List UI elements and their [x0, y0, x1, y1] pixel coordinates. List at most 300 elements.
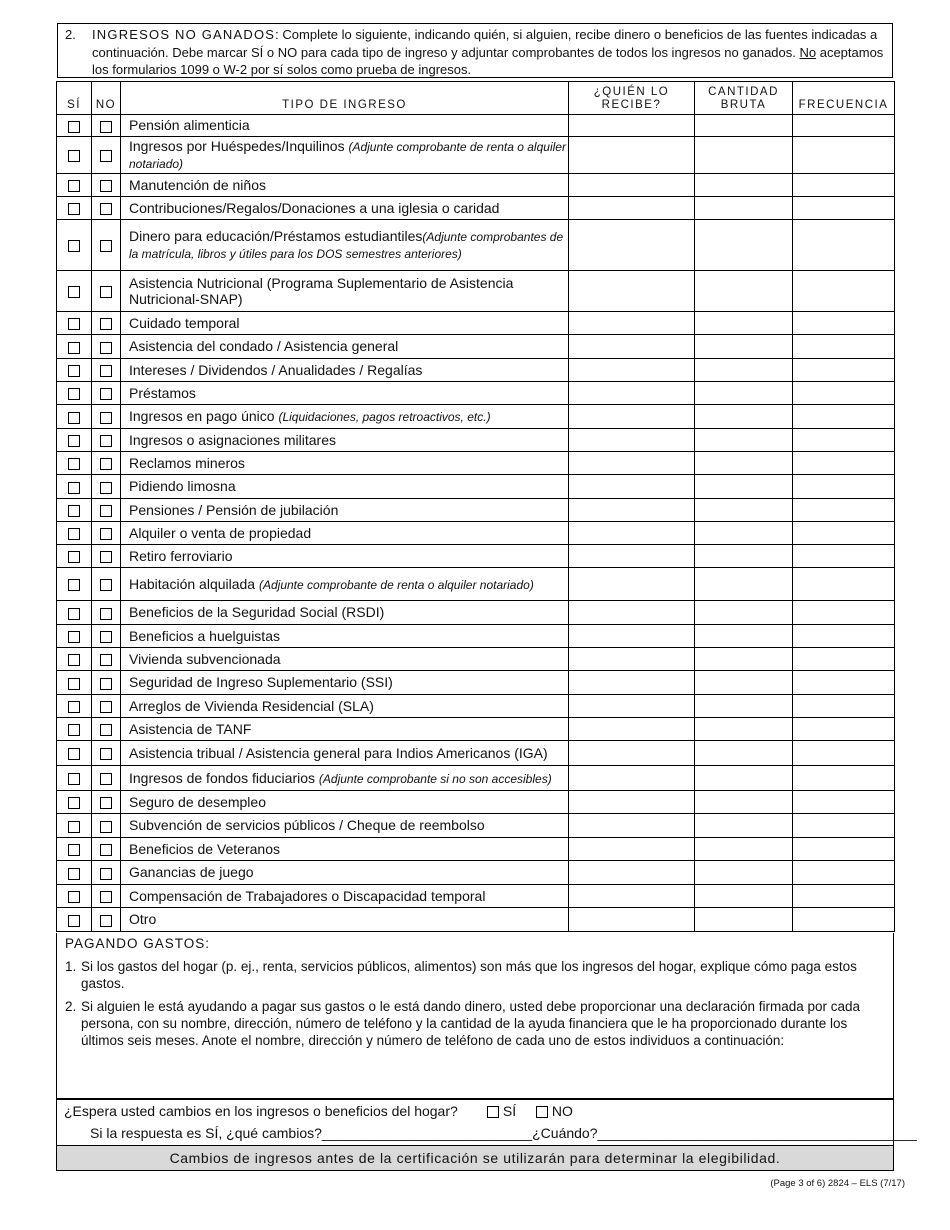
who-receives-cell[interactable]	[569, 499, 695, 522]
no-cell	[92, 861, 121, 885]
no-checkbox[interactable]	[100, 150, 112, 162]
no-cell	[92, 137, 121, 174]
gross-amount-cell[interactable]	[695, 312, 793, 335]
gross-amount-cell[interactable]	[695, 335, 793, 359]
table-row	[57, 271, 895, 312]
table-row	[57, 648, 895, 671]
frequency-cell[interactable]	[793, 741, 895, 766]
yes-checkbox[interactable]	[68, 748, 80, 760]
who-receives-cell[interactable]	[569, 766, 695, 791]
frequency-cell[interactable]	[793, 220, 895, 271]
no-cell	[92, 312, 121, 335]
yes-cell	[57, 695, 92, 718]
yes-checkbox[interactable]	[68, 412, 80, 424]
no-checkbox[interactable]	[100, 579, 112, 591]
income-type-label: Contribuciones/Regalos/Donaciones a una iglesia o caridad	[129, 199, 500, 216]
table-row	[57, 908, 895, 932]
yes-column-header: SÍ	[57, 82, 92, 115]
unearned-income-table	[56, 81, 895, 932]
frequency-cell[interactable]	[793, 359, 895, 382]
no-cell	[92, 271, 121, 312]
income-type-cell	[121, 671, 569, 695]
no-cell	[92, 359, 121, 382]
gross-amount-cell[interactable]	[695, 405, 793, 429]
no-checkbox[interactable]	[100, 891, 112, 903]
gross-amount-cell[interactable]	[695, 197, 793, 220]
income-type-label: Alquiler o venta de propiedad	[129, 524, 312, 541]
table-row	[57, 545, 895, 568]
no-cell	[92, 545, 121, 568]
who-receives-cell[interactable]	[569, 429, 695, 452]
changes-yes-option: SÍ	[487, 1103, 516, 1119]
yes-checkbox[interactable]	[68, 631, 80, 643]
gross-amount-cell[interactable]	[695, 908, 793, 932]
frequency-cell[interactable]	[793, 115, 895, 137]
income-type-label: Seguridad de Ingreso Suplementario (SSI)	[129, 674, 393, 690]
gross-amount-cell[interactable]	[695, 741, 793, 766]
table-row	[57, 220, 895, 271]
who-receives-cell[interactable]	[569, 174, 695, 197]
frequency-cell[interactable]	[793, 452, 895, 475]
yes-checkbox[interactable]	[68, 482, 80, 494]
yes-cell	[57, 648, 92, 671]
yes-checkbox[interactable]	[68, 797, 80, 809]
income-type-cell	[121, 335, 569, 359]
unearned-income-instructions	[57, 23, 893, 78]
no-cell	[92, 197, 121, 220]
yes-cell	[57, 625, 92, 648]
gross-amount-cell[interactable]	[695, 766, 793, 791]
table-row	[57, 718, 895, 741]
income-type-label: Pensión alimenticia	[129, 117, 250, 133]
frequency-cell[interactable]	[793, 695, 895, 718]
table-row	[57, 429, 895, 452]
no-checkbox[interactable]	[100, 482, 112, 494]
income-type-note: (Adjunte comprobantes de la matrícula, libros y útiles para los DOS semestres anteriores)	[129, 230, 564, 261]
table-row	[57, 814, 895, 838]
frequency-cell[interactable]	[793, 271, 895, 312]
table-row	[57, 382, 895, 405]
yes-checkbox[interactable]	[68, 150, 80, 162]
yes-checkbox[interactable]	[68, 821, 80, 833]
yes-checkbox[interactable]	[68, 342, 80, 354]
no-cell	[92, 766, 121, 791]
frequency-cell[interactable]	[793, 137, 895, 174]
gross-amount-cell[interactable]	[695, 791, 793, 814]
gross-amount-cell[interactable]	[695, 568, 793, 601]
who-receives-cell[interactable]	[569, 359, 695, 382]
frequency-cell[interactable]	[793, 174, 895, 197]
income-type-column-header: TIPO DE INGRESO	[121, 82, 569, 115]
income-rows	[57, 115, 895, 932]
yes-checkbox[interactable]	[68, 505, 80, 517]
gross-amount-column-header: CANTIDAD BRUTA	[695, 82, 793, 115]
frequency-cell[interactable]	[793, 648, 895, 671]
yes-checkbox[interactable]	[68, 318, 80, 330]
list-item: 2. Si alguien le está ayudando a pagar sus gastos o le está dando dinero, usted debe proporcionar una declaración firmada por cada persona, con su nombre, dirección, número de teléfono y la cantidad de la ayuda financiera que le ha proporcionado durante los últimos seis meses. Anote el nombre, dirección y número de teléfono de cada uno de estos individuos a continuación:	[65, 999, 861, 1048]
instructions-underlined: No	[799, 44, 817, 60]
who-receives-cell[interactable]	[569, 545, 695, 568]
frequency-cell[interactable]	[793, 429, 895, 452]
gross-amount-cell[interactable]	[695, 838, 793, 861]
instructions-text	[92, 26, 888, 79]
no-checkbox[interactable]	[100, 701, 112, 713]
yes-checkbox[interactable]	[68, 286, 80, 298]
frequency-cell[interactable]	[793, 499, 895, 522]
frequency-cell[interactable]	[793, 382, 895, 405]
yes-checkbox[interactable]	[68, 678, 80, 690]
income-type-cell	[121, 625, 569, 648]
who-receives-cell[interactable]	[569, 838, 695, 861]
gross-amount-cell[interactable]	[695, 220, 793, 271]
gross-amount-cell[interactable]	[695, 601, 793, 625]
gross-amount-cell[interactable]	[695, 545, 793, 568]
yes-checkbox[interactable]	[68, 724, 80, 736]
who-receives-cell[interactable]	[569, 791, 695, 814]
no-checkbox[interactable]	[100, 203, 112, 215]
table-row	[57, 861, 895, 885]
no-cell	[92, 885, 121, 908]
gross-amount-cell[interactable]	[695, 382, 793, 405]
what-changes-line[interactable]: Si la respuesta es SÍ, ¿qué cambios?___________________________¿Cuándo?_________________________________________	[90, 1125, 917, 1141]
income-type-cell	[121, 545, 569, 568]
income-type-cell	[121, 312, 569, 335]
no-cell	[92, 568, 121, 601]
instructions-part-b: aceptamos los formularios 1099 o W-2 por sí solos como prueba de ingresos.	[92, 44, 884, 77]
table-row	[57, 522, 895, 545]
yes-cell	[57, 405, 92, 429]
income-type-cell	[121, 452, 569, 475]
gross-amount-cell[interactable]	[695, 137, 793, 174]
list-item: 1. Si los gastos del hogar (p. ej., renta, servicios públicos, alimentos) son más que los ingresos del hogar, explique cómo paga estos gastos.	[65, 959, 857, 991]
income-type-cell	[121, 814, 569, 838]
income-type-cell	[121, 861, 569, 885]
no-checkbox[interactable]	[100, 121, 112, 133]
no-checkbox[interactable]	[100, 773, 112, 785]
who-receives-cell[interactable]	[569, 718, 695, 741]
who-receives-cell[interactable]	[569, 115, 695, 137]
gross-amount-cell[interactable]	[695, 271, 793, 312]
income-type-cell	[121, 522, 569, 545]
who-receives-cell[interactable]	[569, 625, 695, 648]
income-type-label: Ganancias de juego	[129, 864, 254, 880]
yes-checkbox[interactable]	[68, 180, 80, 192]
table-row	[57, 671, 895, 695]
yes-checkbox[interactable]	[68, 701, 80, 713]
gross-amount-cell[interactable]	[695, 429, 793, 452]
frequency-cell[interactable]	[793, 522, 895, 545]
income-type-label: Asistencia tribual / Asistencia general para Indios Americanos (IGA)	[129, 744, 548, 761]
frequency-cell[interactable]	[793, 545, 895, 568]
no-checkbox[interactable]	[100, 678, 112, 690]
income-type-cell	[121, 475, 569, 499]
income-type-note: (Liquidaciones, pagos retroactivos, etc.)	[278, 410, 491, 424]
table-row	[57, 766, 895, 791]
frequency-cell[interactable]	[793, 766, 895, 791]
yes-cell	[57, 197, 92, 220]
yes-checkbox[interactable]	[68, 388, 80, 400]
who-receives-cell[interactable]	[569, 197, 695, 220]
yes-cell	[57, 814, 92, 838]
who-receives-cell[interactable]	[569, 475, 695, 499]
gross-amount-cell[interactable]	[695, 648, 793, 671]
no-checkbox[interactable]	[100, 608, 112, 620]
yes-cell	[57, 335, 92, 359]
no-cell	[92, 625, 121, 648]
gross-amount-cell[interactable]	[695, 671, 793, 695]
no-checkbox[interactable]	[100, 458, 112, 470]
gross-amount-cell[interactable]	[695, 359, 793, 382]
yes-cell	[57, 429, 92, 452]
gross-amount-cell[interactable]	[695, 452, 793, 475]
who-receives-cell[interactable]	[569, 648, 695, 671]
yes-cell	[57, 220, 92, 271]
no-checkbox[interactable]	[100, 318, 112, 330]
income-type-label: Beneficios a huelguistas	[129, 627, 280, 644]
no-checkbox[interactable]	[100, 654, 112, 666]
frequency-cell[interactable]	[793, 885, 895, 908]
frequency-cell[interactable]	[793, 814, 895, 838]
yes-checkbox[interactable]	[68, 365, 80, 377]
frequency-cell[interactable]	[793, 861, 895, 885]
yes-checkbox[interactable]	[68, 528, 80, 540]
income-type-label: Ingresos o asignaciones militares	[129, 431, 336, 448]
no-cell	[92, 791, 121, 814]
gross-amount-cell[interactable]	[695, 885, 793, 908]
income-type-label: Asistencia de TANF	[129, 720, 252, 737]
gross-amount-cell[interactable]	[695, 115, 793, 137]
income-type-label: Otro	[129, 911, 157, 927]
income-type-label: Subvención de servicios públicos / Cheque de reembolso	[129, 817, 485, 833]
yes-cell	[57, 545, 92, 568]
no-checkbox[interactable]	[100, 915, 112, 927]
no-checkbox[interactable]	[100, 724, 112, 736]
yes-cell	[57, 766, 92, 791]
table-row	[57, 568, 895, 601]
who-receives-cell[interactable]	[569, 671, 695, 695]
income-type-label: Vivienda subvencionada	[129, 650, 281, 667]
who-receives-cell[interactable]	[569, 601, 695, 625]
yes-cell	[57, 382, 92, 405]
income-type-label: Arreglos de Vivienda Residencial (SLA)	[129, 697, 374, 714]
changes-yes-checkbox[interactable]	[487, 1106, 499, 1118]
table-row	[57, 137, 895, 174]
frequency-cell[interactable]	[793, 568, 895, 601]
yes-checkbox[interactable]	[68, 654, 80, 666]
yes-cell	[57, 838, 92, 861]
no-checkbox[interactable]	[100, 342, 112, 354]
no-checkbox[interactable]	[100, 505, 112, 517]
no-checkbox[interactable]	[100, 748, 112, 760]
yes-checkbox[interactable]	[68, 458, 80, 470]
income-type-label: Retiro ferroviario	[129, 547, 233, 564]
changes-no-checkbox[interactable]	[536, 1106, 548, 1118]
who-receives-cell[interactable]	[569, 741, 695, 766]
section-number: 2.	[65, 27, 76, 42]
no-cell	[92, 382, 121, 405]
no-checkbox[interactable]	[100, 551, 112, 563]
yes-cell	[57, 885, 92, 908]
gross-amount-cell[interactable]	[695, 475, 793, 499]
income-type-label: Manutención de niños	[129, 176, 266, 193]
gross-amount-cell[interactable]	[695, 814, 793, 838]
no-checkbox[interactable]	[100, 240, 112, 252]
no-cell	[92, 741, 121, 766]
income-type-cell	[121, 115, 569, 137]
no-checkbox[interactable]	[100, 821, 112, 833]
yes-cell	[57, 475, 92, 499]
income-changes-question: ¿Espera usted cambios en los ingresos o beneficios del hogar?	[64, 1103, 458, 1119]
table-row	[57, 885, 895, 908]
frequency-cell[interactable]	[793, 718, 895, 741]
yes-checkbox[interactable]	[68, 579, 80, 591]
table-row	[57, 312, 895, 335]
frequency-cell[interactable]	[793, 671, 895, 695]
income-type-label: Intereses / Dividendos / Anualidades / Regalías	[129, 361, 423, 378]
who-receives-cell[interactable]	[569, 405, 695, 429]
no-cell	[92, 648, 121, 671]
who-receives-cell[interactable]	[569, 908, 695, 932]
frequency-cell[interactable]	[793, 335, 895, 359]
table-row	[57, 475, 895, 499]
table-row	[57, 452, 895, 475]
no-checkbox[interactable]	[100, 365, 112, 377]
gross-amount-cell[interactable]	[695, 861, 793, 885]
frequency-cell[interactable]	[793, 908, 895, 932]
frequency-cell[interactable]	[793, 475, 895, 499]
income-type-label: Préstamos	[129, 384, 196, 401]
frequency-cell[interactable]	[793, 197, 895, 220]
yes-checkbox[interactable]	[68, 773, 80, 785]
frequency-cell[interactable]	[793, 405, 895, 429]
no-cell	[92, 220, 121, 271]
no-cell	[92, 115, 121, 137]
no-cell	[92, 718, 121, 741]
no-cell	[92, 838, 121, 861]
no-cell	[92, 335, 121, 359]
frequency-cell[interactable]	[793, 838, 895, 861]
income-type-label: Cuidado temporal	[129, 314, 240, 331]
no-checkbox[interactable]	[100, 631, 112, 643]
no-checkbox[interactable]	[100, 286, 112, 298]
no-checkbox[interactable]	[100, 388, 112, 400]
no-checkbox[interactable]	[100, 528, 112, 540]
table-row	[57, 499, 895, 522]
who-receives-cell[interactable]	[569, 568, 695, 601]
who-receives-cell[interactable]	[569, 814, 695, 838]
yes-checkbox[interactable]	[68, 551, 80, 563]
no-checkbox[interactable]	[100, 180, 112, 192]
table-row	[57, 601, 895, 625]
income-type-cell	[121, 648, 569, 671]
income-type-cell	[121, 695, 569, 718]
yes-checkbox[interactable]	[68, 203, 80, 215]
yes-checkbox[interactable]	[68, 435, 80, 447]
gross-amount-cell[interactable]	[695, 625, 793, 648]
no-checkbox[interactable]	[100, 868, 112, 880]
table-row	[57, 695, 895, 718]
who-receives-cell[interactable]	[569, 861, 695, 885]
yes-checkbox[interactable]	[68, 608, 80, 620]
yes-checkbox[interactable]	[68, 240, 80, 252]
no-cell	[92, 174, 121, 197]
income-type-label: Pidiendo limosna	[129, 478, 236, 494]
no-checkbox[interactable]	[100, 844, 112, 856]
yes-checkbox[interactable]	[68, 868, 80, 880]
gross-amount-cell[interactable]	[695, 718, 793, 741]
income-type-label: Compensación de Trabajadores o Discapacidad temporal	[129, 887, 486, 904]
who-receives-cell[interactable]	[569, 271, 695, 312]
table-row	[57, 405, 895, 429]
income-type-cell	[121, 405, 569, 429]
frequency-cell[interactable]	[793, 601, 895, 625]
income-type-cell	[121, 174, 569, 197]
instructions-part-a: : Complete lo siguiente, indicando quién, si alguien, recibe dinero o beneficios de las fuentes indicadas a continuación. Debe marcar SÍ o NO para cada tipo de ingreso y adjuntar comprobantes de todos los ingresos no ganados.	[92, 27, 878, 60]
who-receives-cell[interactable]	[569, 695, 695, 718]
gross-amount-cell[interactable]	[695, 522, 793, 545]
income-type-label: Ingresos en pago único	[129, 408, 279, 424]
who-receives-cell[interactable]	[569, 522, 695, 545]
yes-cell	[57, 601, 92, 625]
frequency-cell[interactable]	[793, 625, 895, 648]
who-receives-cell[interactable]	[569, 137, 695, 174]
page-footer: (Page 3 of 6) 2824 – ELS (7/17)	[770, 1178, 905, 1189]
income-type-cell	[121, 741, 569, 766]
yes-cell	[57, 137, 92, 174]
yes-checkbox[interactable]	[68, 891, 80, 903]
income-type-label: Pensiones / Pensión de jubilación	[129, 501, 339, 518]
income-type-cell	[121, 220, 569, 271]
no-cell	[92, 522, 121, 545]
income-type-label: Reclamos mineros	[129, 454, 245, 471]
frequency-cell[interactable]	[793, 791, 895, 814]
yes-cell	[57, 452, 92, 475]
gross-amount-cell[interactable]	[695, 174, 793, 197]
frequency-cell[interactable]	[793, 312, 895, 335]
income-type-cell	[121, 137, 569, 174]
gross-amount-cell[interactable]	[695, 499, 793, 522]
who-receives-cell[interactable]	[569, 452, 695, 475]
no-checkbox[interactable]	[100, 412, 112, 424]
table-row	[57, 625, 895, 648]
no-cell	[92, 452, 121, 475]
no-checkbox[interactable]	[100, 797, 112, 809]
yes-checkbox[interactable]	[68, 121, 80, 133]
who-receives-cell[interactable]	[569, 382, 695, 405]
no-cell	[92, 908, 121, 932]
no-cell	[92, 405, 121, 429]
table-row	[57, 741, 895, 766]
no-cell	[92, 429, 121, 452]
yes-cell	[57, 522, 92, 545]
yes-cell	[57, 718, 92, 741]
who-receives-cell[interactable]	[569, 885, 695, 908]
no-checkbox[interactable]	[100, 435, 112, 447]
who-receives-cell[interactable]	[569, 220, 695, 271]
yes-checkbox[interactable]	[68, 844, 80, 856]
income-type-cell	[121, 271, 569, 312]
table-header-row	[57, 82, 895, 115]
who-receives-cell[interactable]	[569, 312, 695, 335]
yes-checkbox[interactable]	[68, 915, 80, 927]
who-receives-cell[interactable]	[569, 335, 695, 359]
income-type-label: Seguro de desempleo	[129, 793, 266, 810]
section-heading: INGRESOS NO GANADOS	[92, 27, 276, 42]
gross-amount-cell[interactable]	[695, 695, 793, 718]
yes-cell	[57, 568, 92, 601]
paying-expenses-section	[56, 933, 894, 1099]
income-changes-section	[56, 1099, 917, 1146]
